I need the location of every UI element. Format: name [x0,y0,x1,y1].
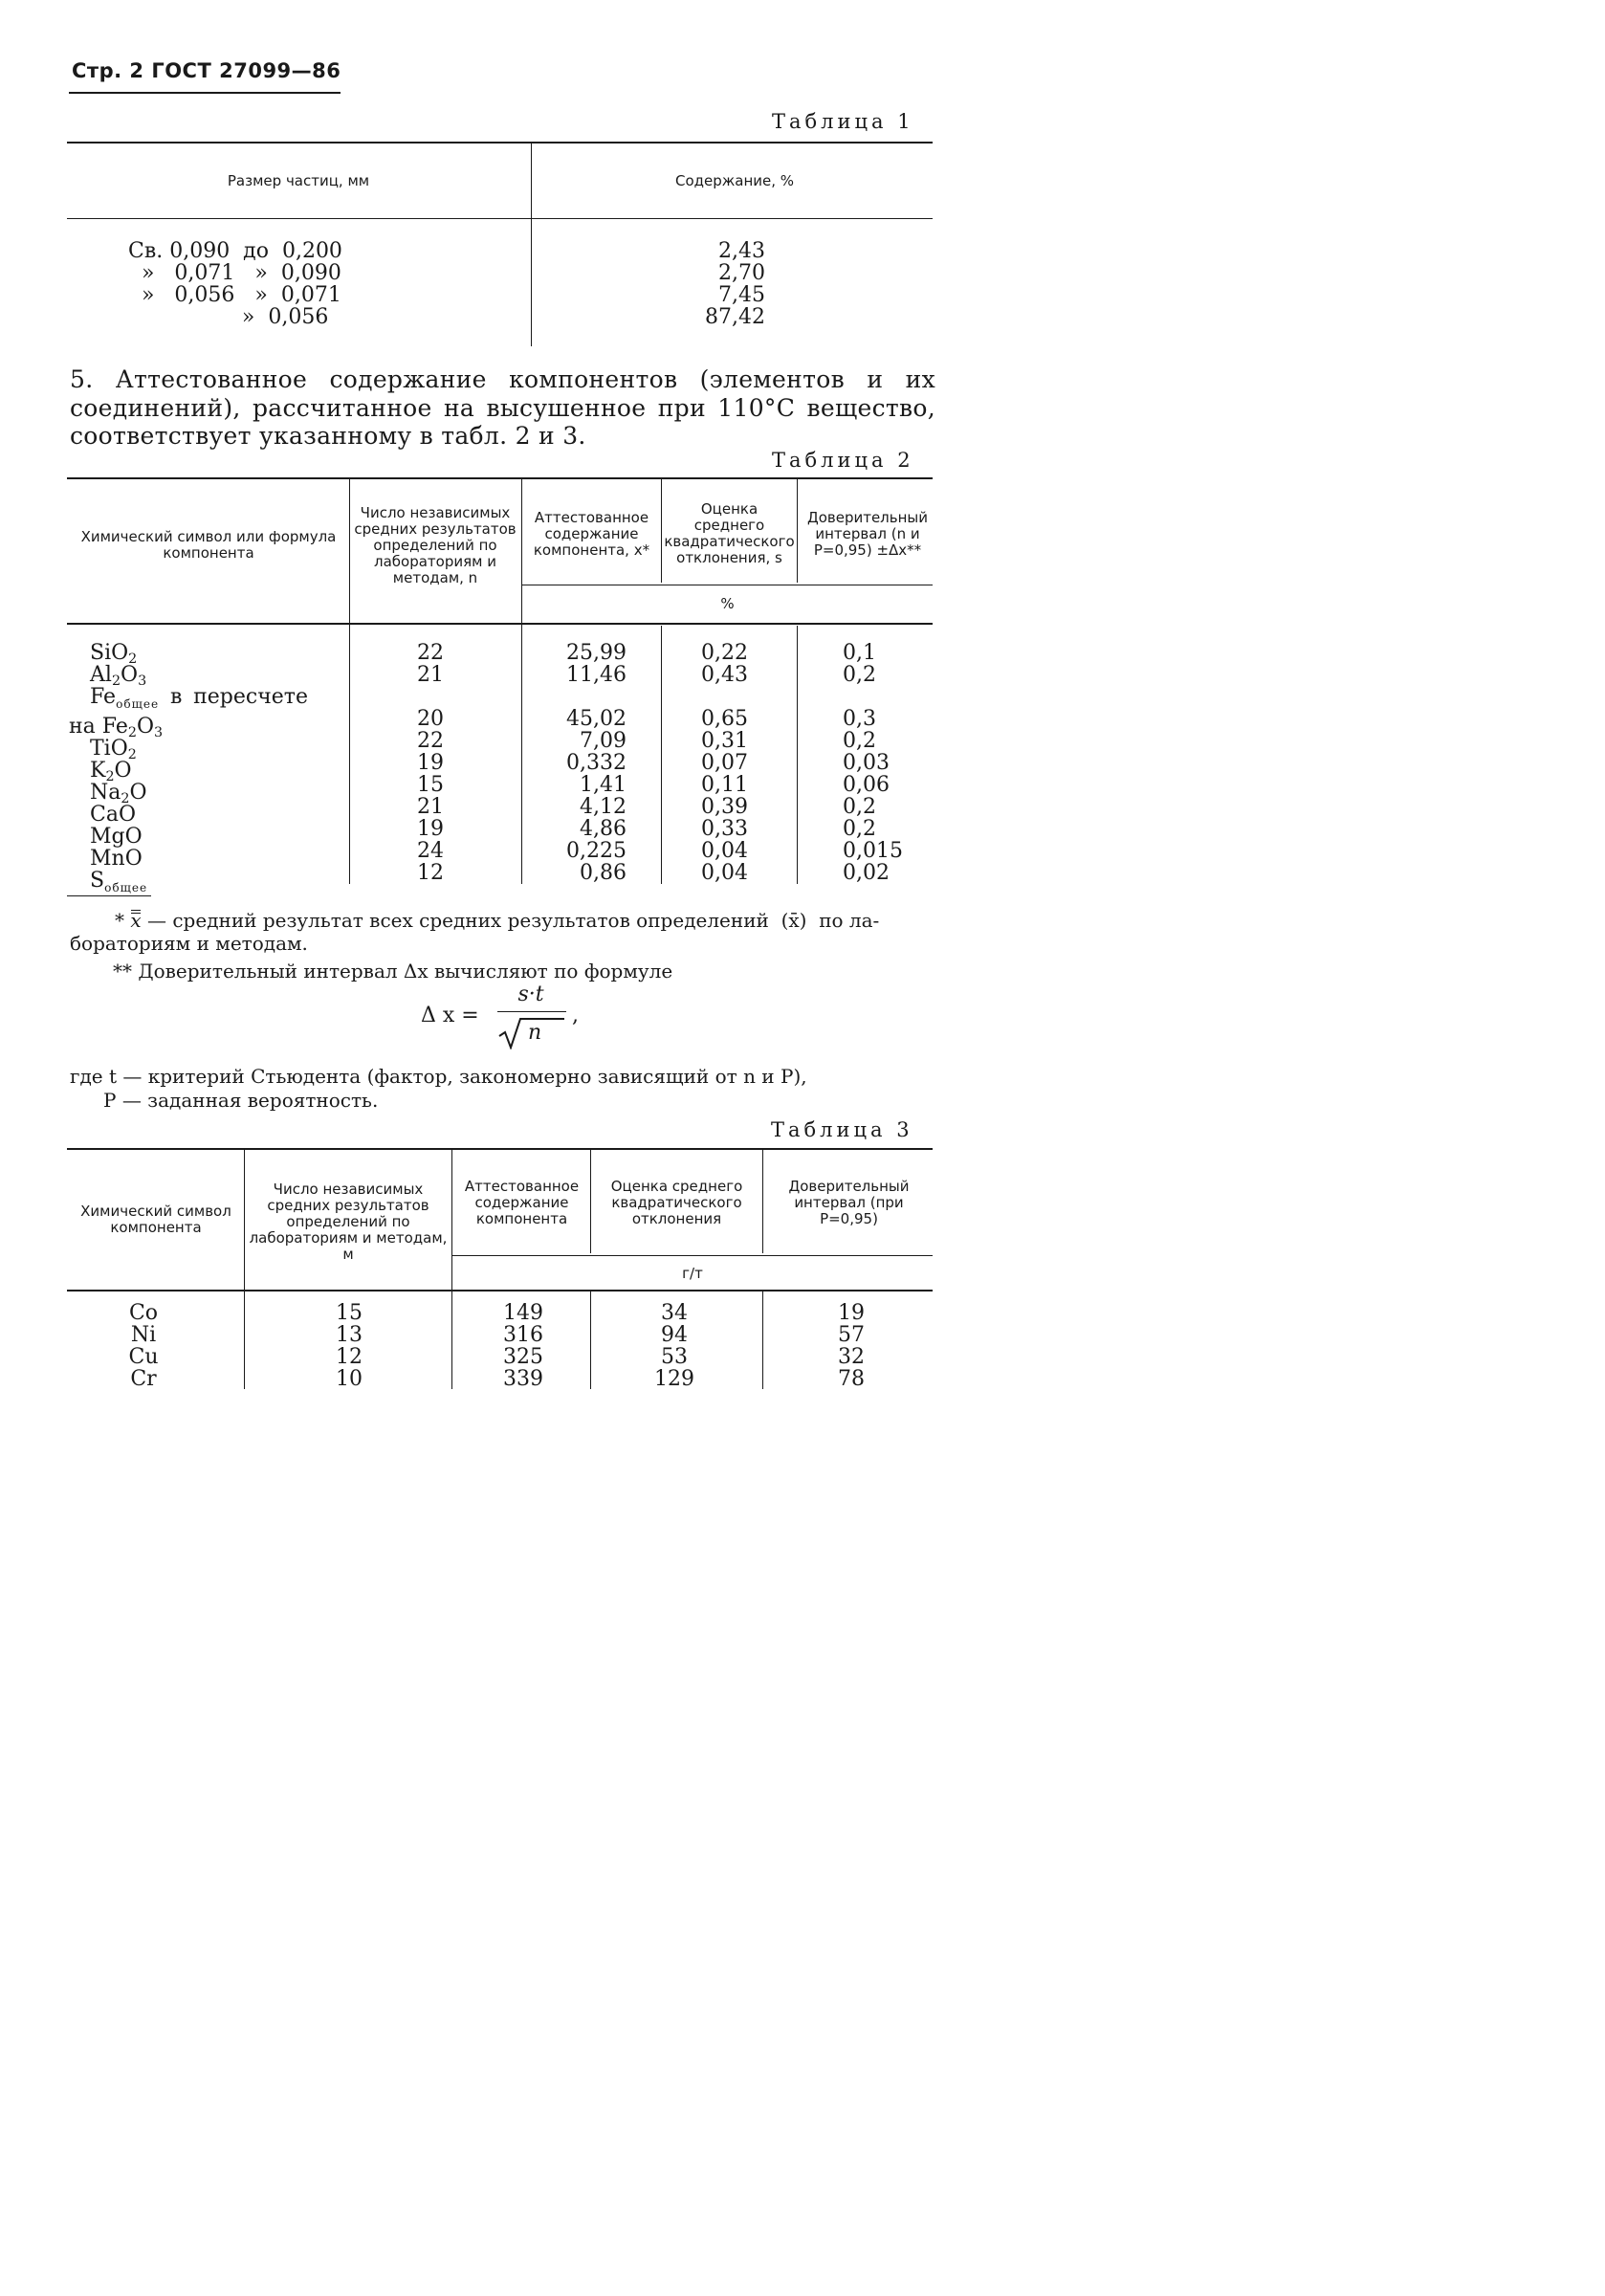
table1-column-divider [531,144,532,346]
table3-cell-dx: 32 [838,1345,865,1369]
table3-cell-x: 149 [503,1301,543,1325]
footnote-2: ** Доверительный интервал Δx вычисляют по формуле [113,960,673,982]
table2-dx-column [843,642,919,884]
table2-cell-n: 24 [417,839,444,863]
table3-cell-x: 325 [503,1345,543,1369]
table1-content-column [660,240,765,328]
footnote-1-marker: * [115,909,131,932]
table2-component: TiO$_2$ [90,737,137,762]
footnote-rule [67,895,151,896]
table2-cell-dx: 0,1 [843,641,876,665]
table2-divider [521,479,522,884]
footnote-where-t: где t — критерий Стьюдента (фактор, закономерно зависящий от n и P), [70,1065,807,1088]
table3-cell-component: Cu [128,1345,159,1369]
table2-cell-s: 0,22 [701,641,748,665]
table3-header-interval: Доверительный интервал (при P=0,95) [788,1177,910,1227]
table2-cell-x: 45,02 [566,707,627,731]
table1-row-size: » 0,071 » 0,090 [128,261,341,285]
table2-cell-s: 0,65 [701,707,748,731]
table3-cell-n: 12 [336,1345,363,1369]
table2-cell-dx: 0,2 [843,817,876,841]
table2-s-column [701,642,768,884]
table2-component: $Na_2O$ [90,781,147,806]
formula-lhs: Δ x = [421,1004,479,1027]
table2-header-unit: % [720,594,735,612]
table3-cell-s: 34 [661,1301,688,1325]
table2-cell-x: 11,46 [566,663,627,687]
table2-cell-dx: 0,2 [843,729,876,753]
table1-caption: Таблица 1 [772,110,914,133]
table2-header-count: Число независимых средних результатов определений по лабораториям и методам, n [354,503,517,586]
table2-cell-n: 21 [417,795,444,819]
table3-header-unit: г/т [682,1264,703,1282]
table2-cell-n: 15 [417,773,444,797]
table2-header-rule [67,623,933,625]
table3-n-column [320,1302,378,1390]
table1-row-content: 7,45 [718,283,765,307]
table2-component: MnO [90,847,143,871]
table3-header-sd: Оценка среднего квадратического отклонения [610,1177,743,1227]
table3-divider [762,1292,763,1389]
table2-component: на $Fe_2O_3$ [69,715,164,740]
table2-divider [797,479,798,583]
table3-header-count: Число независимых средних результатов определений по лабораториям и методам, м [249,1180,448,1263]
table3-dx-column [818,1302,885,1390]
table2-cell-s: 0,39 [701,795,748,819]
table2-header-interval: Доверительный интервал (n и P=0,95) ±Δx** [806,508,929,559]
table2-cell-x: 7,09 [580,729,627,753]
table2-cell-dx: 0,2 [843,663,876,687]
footnote-1-tail: по ла- [819,909,880,932]
table2-header-sd: Оценка среднего квадратического отклонения, s [664,500,795,566]
table2-cell-s: 0,31 [701,729,748,753]
table3-header-certified: Аттестованное содержание компонента [464,1177,580,1227]
table2-cell-n: 19 [417,751,444,775]
table2-cell-x: 0,225 [566,839,627,863]
table2-component: $K_2O$ [90,759,132,784]
table2-x-column [536,642,627,884]
table2-cell-s: 0,33 [701,817,748,841]
table2-cell-n: 12 [417,861,444,885]
table3-divider [762,1150,763,1253]
table2-component: MgO [90,825,143,849]
table2-cell-x: 0,86 [580,861,627,885]
header-underline [69,92,341,94]
table2-cell-s: 0,04 [701,839,748,863]
table3-cell-x: 316 [503,1323,543,1347]
table2-component-column [69,642,346,899]
table2-cell-n: 21 [417,663,444,687]
table2-cell-n: 20 [417,707,444,731]
table1-row-size: Св. 0,090 до 0,200 [128,239,342,263]
table2-header-certified: Аттестованное содержание компонента, x* [533,508,650,559]
table3-x-column [490,1302,557,1390]
table2-cell-dx: 0,3 [843,707,876,731]
table3-divider [244,1150,245,1389]
table2-cell-x: 1,41 [580,773,627,797]
table3-cell-dx: 19 [838,1301,865,1325]
table2-n-column [402,642,459,884]
table3-cell-s: 129 [654,1367,694,1391]
table1-row-content: 2,43 [718,239,765,263]
table1-row-size: » 0,056 [128,305,329,329]
table2-divider [349,479,350,884]
table2-component: CaO [90,803,136,827]
table2-cell-n: 22 [417,641,444,665]
table2-cell-x: 4,86 [580,817,627,841]
table2-cell-dx: 0,015 [843,839,903,863]
page-header: Стр. 2 ГОСТ 27099—86 [72,59,341,82]
table3-component-column [115,1302,172,1390]
formula [421,982,593,1051]
footnote-1-line1 [115,909,937,932]
table3-top-rule [67,1148,933,1150]
formula-fraction-bar [497,1011,566,1012]
table2-cell-s: 0,04 [701,861,748,885]
table1-header-size: Размер частиц, мм [227,171,370,189]
table3-cell-dx: 57 [838,1323,865,1347]
table2-divider [661,626,662,884]
footnote-1-line2: бораториям и методам. [70,932,308,955]
table3-cell-x: 339 [503,1367,543,1391]
table3-header-component: Химический символ компонента [80,1203,231,1236]
table2-divider [797,626,798,884]
footnote-where-p: P — заданная вероятность. [103,1089,379,1112]
table3-cell-component: Cr [130,1367,157,1391]
formula-denominator: n [528,1021,542,1045]
table2-cell-x: 25,99 [566,641,627,665]
footnote-1-text: — средний результат всех средних результатов определений [147,909,769,932]
table1-top-rule [67,142,933,144]
table3-header-rule [67,1290,933,1292]
formula-numerator: s·t [517,982,544,1006]
table3-unit-rule [452,1255,933,1256]
table3-caption: Таблица 3 [771,1118,913,1141]
table1-row-content: 2,70 [718,261,765,285]
table1-row-content: 87,42 [705,305,765,329]
table2-cell-dx: 0,2 [843,795,876,819]
table1-header-rule [67,218,933,219]
table2-divider [661,479,662,583]
table1-size-column [128,240,453,328]
table2-top-rule [67,477,933,479]
table2-cell-x: 4,12 [580,795,627,819]
table2-cell-n: 19 [417,817,444,841]
table3-divider [590,1150,591,1253]
footnote-1-paren: (x̄) [775,909,813,932]
table2-cell-s: 0,07 [701,751,748,775]
table3-cell-n: 15 [336,1301,363,1325]
table3-cell-n: 13 [336,1323,363,1347]
table2-cell-dx: 0,02 [843,861,890,885]
table2-component: $Al_2O_3$ [90,663,147,689]
table3-cell-s: 53 [661,1345,688,1369]
table3-cell-component: Ni [130,1323,157,1347]
table3-divider [590,1292,591,1389]
table2-cell-dx: 0,06 [843,773,890,797]
table2-cell-s: 0,43 [701,663,748,687]
formula-comma: , [572,1004,579,1027]
table1-row-size: » 0,056 » 0,071 [128,283,341,307]
table3-cell-dx: 78 [838,1367,865,1391]
table2-header-component: Химический символ или формула компонента [80,528,337,562]
table2-component: $Fe_{общее}$ в пересчете [90,685,308,711]
table3-cell-s: 94 [661,1323,688,1347]
paragraph-5: 5. Аттестованное содержание компонентов (элементов и их соединений), рассчитанное на высушенное при 110°С вещество, соответствует указанному в табл. 2 и 3. [70,365,935,450]
table2-component: SiO$_2$ [90,641,138,667]
table1-header-content: Содержание, % [674,171,795,189]
footnote-1-symbol: x [130,909,142,932]
table2-cell-n: 22 [417,729,444,753]
table3-cell-component: Co [128,1301,159,1325]
table3-s-column [641,1302,708,1390]
table3-cell-n: 10 [336,1367,363,1391]
table2-cell-s: 0,11 [701,773,748,797]
table2-caption: Таблица 2 [772,449,914,472]
table2-cell-x: 0,332 [566,751,627,775]
table2-cell-dx: 0,03 [843,751,890,775]
table2-component: $S_{общее}$ [90,869,148,894]
